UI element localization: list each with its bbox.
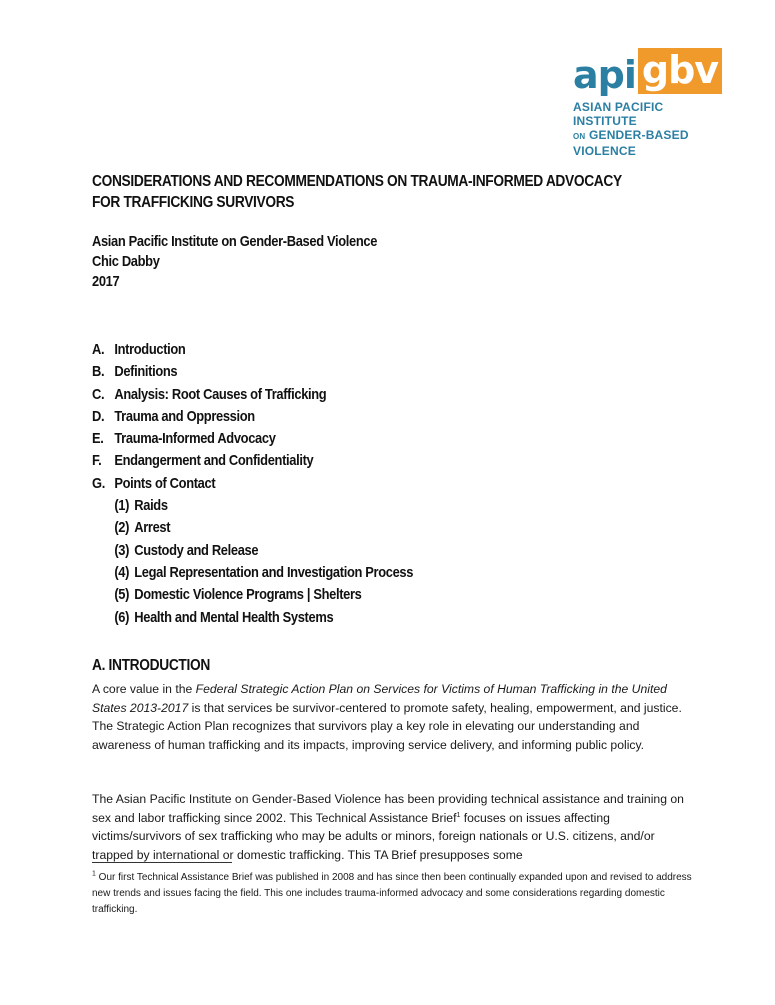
toc-sub-label: Custody and Release — [134, 541, 259, 559]
toc-item — [92, 384, 413, 406]
p2-text-a: The Asian Pacific Institute on Gender-Based Violence has been providing technical assistance and training on sex and labor trafficking since 2002. This Technical Assistance Brief — [92, 792, 684, 825]
meta-author: Chic Dabby — [92, 253, 160, 270]
section-heading: A. INTRODUCTION — [92, 657, 210, 674]
logo-wordmark — [573, 48, 723, 97]
toc-sub-number: (6) — [114, 608, 130, 626]
toc-item — [92, 361, 413, 383]
toc-subitem — [92, 517, 413, 539]
p2-text-b: focuses on issues affecting victims/survivors of sex trafficking who may be adults or minors, foreign nationals or U.S. citizens, and/or trapped by international or domestic trafficking. This TA Brief presupposes some — [92, 810, 655, 862]
toc-item — [92, 450, 413, 472]
meta-org: Asian Pacific Institute on Gender-Based Violence — [92, 233, 378, 250]
document-title — [92, 171, 711, 213]
logo-line1: ASIAN PACIFIC INSTITUTE — [573, 100, 664, 128]
toc-subitem — [92, 584, 413, 606]
footnote-text: Our first Technical Assistance Brief was published in 2008 and has since then been continually expanded upon and revised to address new trends and issues facing the field. This one includes trauma-informed advocacy and some considerations regarding domestic trafficking. — [92, 872, 692, 915]
logo-subtitle — [573, 100, 723, 158]
toc-sub-number: (2) — [114, 519, 130, 537]
footnote-ref[interactable]: 1 — [456, 811, 461, 819]
logo-api-text: api — [573, 53, 636, 97]
toc-label: Trauma-Informed Advocacy — [114, 430, 276, 448]
p1-text-b: is that services be survivor-centered to promote safety, healing, empowerment, and justice. The Strategic Action Plan recognizes that survivors play a key role in elevating our understanding and awareness of human trafficking and its impacts, improving service delivery, and informing public policy. — [92, 700, 682, 752]
table-of-contents — [92, 339, 413, 629]
toc-subitem — [92, 495, 413, 517]
logo-line2-on: ON — [573, 132, 586, 141]
toc-sub-number: (4) — [114, 563, 130, 581]
title-line2: FOR TRAFFICKING SURVIVORS — [92, 194, 295, 211]
logo-line2 — [573, 128, 723, 158]
p1-text-a: A core value in the — [92, 682, 196, 696]
toc-letter: E. — [92, 430, 104, 448]
toc-sub-label: Raids — [134, 497, 168, 515]
toc-letter: G. — [92, 474, 105, 492]
toc-item — [92, 406, 413, 428]
p1-italic-title: Federal Strategic Action Plan on Services for Victims of Human Trafficking in the United States 2013-2017 — [92, 682, 667, 715]
footnote-divider — [92, 862, 232, 863]
toc-letter: D. — [92, 407, 105, 425]
toc-letter: A. — [92, 341, 105, 358]
toc-label: Points of Contact — [114, 474, 216, 492]
toc-letter: B. — [92, 363, 105, 381]
footnote-number: 1 — [92, 870, 96, 878]
toc-letter: F. — [92, 452, 102, 470]
toc-subitem — [92, 562, 413, 584]
apigbv-logo — [573, 48, 723, 158]
toc-sub-number: (3) — [114, 541, 130, 559]
toc-label: Analysis: Root Causes of Trafficking — [114, 385, 327, 403]
logo-gbv-text: gbv — [638, 48, 722, 94]
toc-label: Trauma and Oppression — [114, 407, 255, 425]
toc-item — [92, 428, 413, 450]
toc-label: Definitions — [114, 363, 178, 381]
toc-label: Introduction — [114, 341, 186, 358]
intro-paragraph-2 — [92, 790, 696, 864]
title-line1: CONSIDERATIONS AND RECOMMENDATIONS ON TRAUMA-INFORMED ADVOCACY — [92, 173, 622, 190]
meta-year: 2017 — [92, 273, 120, 290]
toc-item — [92, 473, 413, 495]
footnote — [92, 870, 696, 918]
toc-label: Endangerment and Confidentiality — [114, 452, 314, 470]
logo-line2-text: GENDER-BASED VIOLENCE — [573, 128, 689, 158]
toc-sub-number: (1) — [114, 497, 130, 515]
toc-item — [92, 339, 413, 361]
toc-letter: C. — [92, 385, 105, 403]
toc-sub-label: Arrest — [134, 519, 171, 537]
toc-sub-number: (5) — [114, 586, 130, 604]
intro-paragraph-1 — [92, 680, 696, 754]
toc-subitem — [92, 607, 413, 629]
toc-sub-label: Domestic Violence Programs | Shelters — [134, 586, 362, 604]
toc-subitem — [92, 540, 413, 562]
toc-sub-label: Health and Mental Health Systems — [134, 608, 334, 626]
toc-sub-label: Legal Representation and Investigation Process — [134, 563, 414, 581]
document-meta — [92, 232, 377, 292]
